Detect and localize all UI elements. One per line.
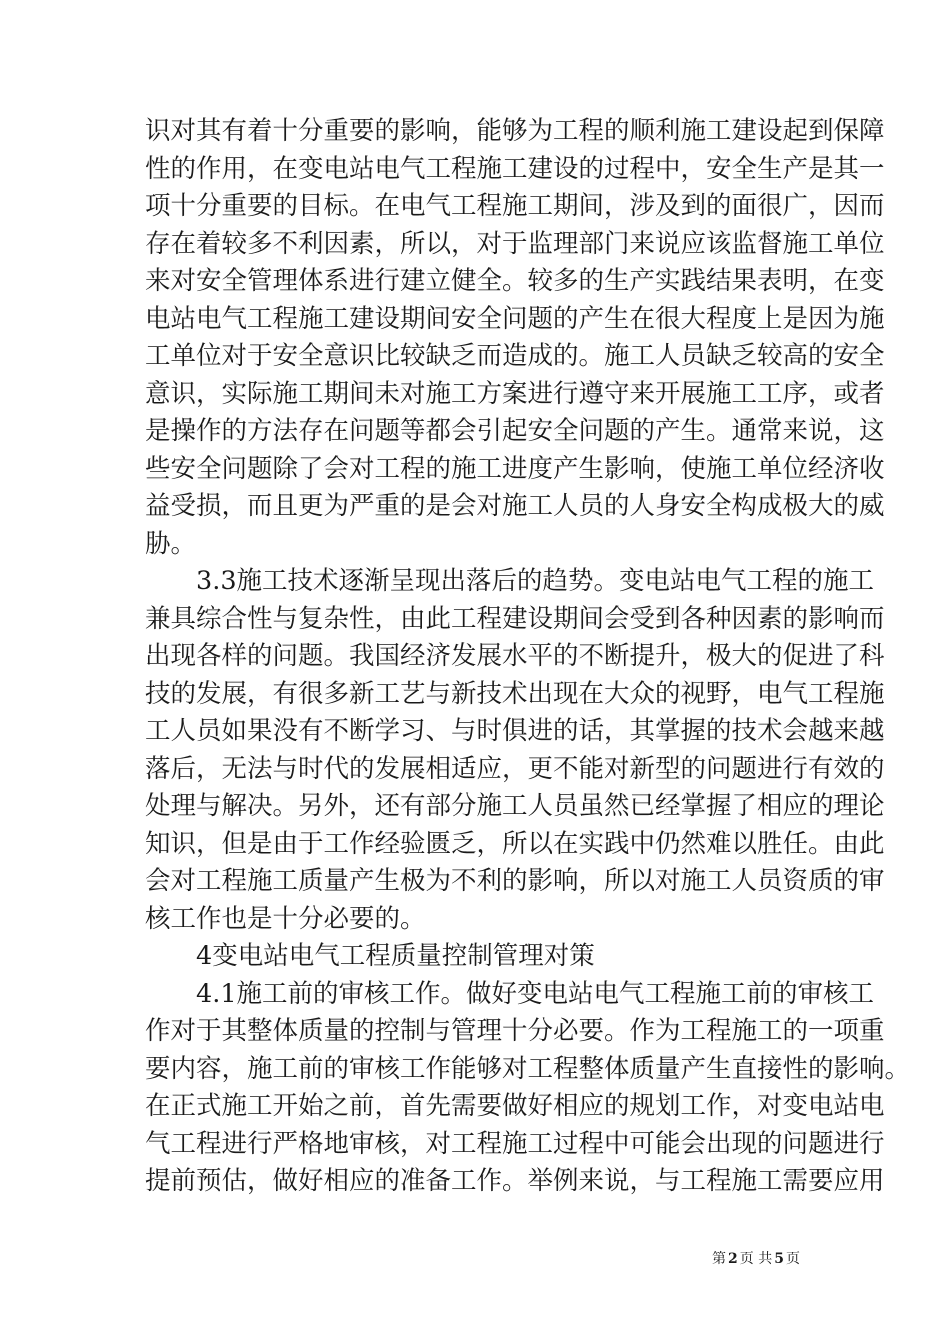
text-line: 4变电站电气工程质量控制管理对策 [145,941,595,971]
text-line: 技的发展，有很多新工艺与新技术出现在大众的视野，电气工程施 [145,678,885,709]
text-line: 提前预估，做好相应的准备工作。举例来说，与工程施工需要应用 [145,1166,885,1196]
text-line: 出现各样的问题。我国经济发展水平的不断提升，极大的促进了科 [145,641,885,671]
current-page-number: 2 [728,1251,738,1267]
text-line: 气工程进行严格地审核，对工程施工过程中可能会出现的问题进行 [145,1128,885,1159]
text-line: 益受损，而且更为严重的是会对施工人员的人身安全构成极大的威 [145,491,885,521]
footer-suffix: 页 [785,1251,800,1267]
text-line: 核工作也是十分必要的。 [145,903,426,934]
footer-prefix: 第 [712,1251,726,1267]
text-line: 作对于其整体质量的控制与管理十分必要。作为工程施工的一项重 [145,1016,885,1046]
text-line: 胁。 [145,528,197,559]
text-line: 电站电气工程施工建设期间安全问题的产生在很大程度上是因为施 [145,303,885,334]
text-line: 在正式施工开始之前，首先需要做好相应的规划工作，对变电站电 [145,1091,885,1121]
text-line: 是操作的方法存在问题等都会引起安全问题的产生。通常来说，这 [145,416,885,446]
text-line: 来对安全管理体系进行建立健全。较多的生产实践结果表明，在变 [145,266,885,296]
footer-middle: 页 共 [739,1251,773,1267]
text-line: 知识，但是由于工作经验匮乏，所以在实践中仍然难以胜任。由此 [145,828,885,859]
text-line: 处理与解决。另外，还有部分施工人员虽然已经掌握了相应的理论 [145,791,885,821]
text-line: 些安全问题除了会对工程的施工进度产生影响，使施工单位经济收 [145,453,885,484]
text-line: 识对其有着十分重要的影响，能够为工程的顺利施工建设起到保障 [145,116,885,146]
text-line: 会对工程施工质量产生极为不利的影响，所以对施工人员资质的审 [145,866,885,896]
body-text [145,113,911,1201]
text-line: 3.3施工技术逐渐呈现出落后的趋势。变电站电气工程的施工 [145,566,875,596]
text-line: 工人员如果没有不断学习、与时俱进的话，其掌握的技术会越来越 [145,716,885,746]
text-line: 兼具综合性与复杂性，由此工程建设期间会受到各种因素的影响而 [145,603,885,634]
page-footer [712,1248,800,1268]
text-line: 4.1施工前的审核工作。做好变电站电气工程施工前的审核工 [145,978,875,1009]
text-line: 性的作用，在变电站电气工程施工建设的过程中，安全生产是其一 [145,153,885,184]
text-line: 落后，无法与时代的发展相适应，更不能对新型的问题进行有效的 [145,753,885,784]
text-line: 存在着较多不利因素，所以，对于监理部门来说应该监督施工单位 [145,228,885,259]
text-line: 项十分重要的目标。在电气工程施工期间，涉及到的面很广，因而 [145,191,885,221]
text-line: 要内容，施工前的审核工作能够对工程整体质量产生直接性的影响。 [145,1053,911,1084]
text-line: 意识，实际施工期间未对施工方案进行遵守来开展施工工序，或者 [145,378,885,409]
total-page-number: 5 [774,1251,784,1267]
text-line: 工单位对于安全意识比较缺乏而造成的。施工人员缺乏较高的安全 [145,341,885,371]
